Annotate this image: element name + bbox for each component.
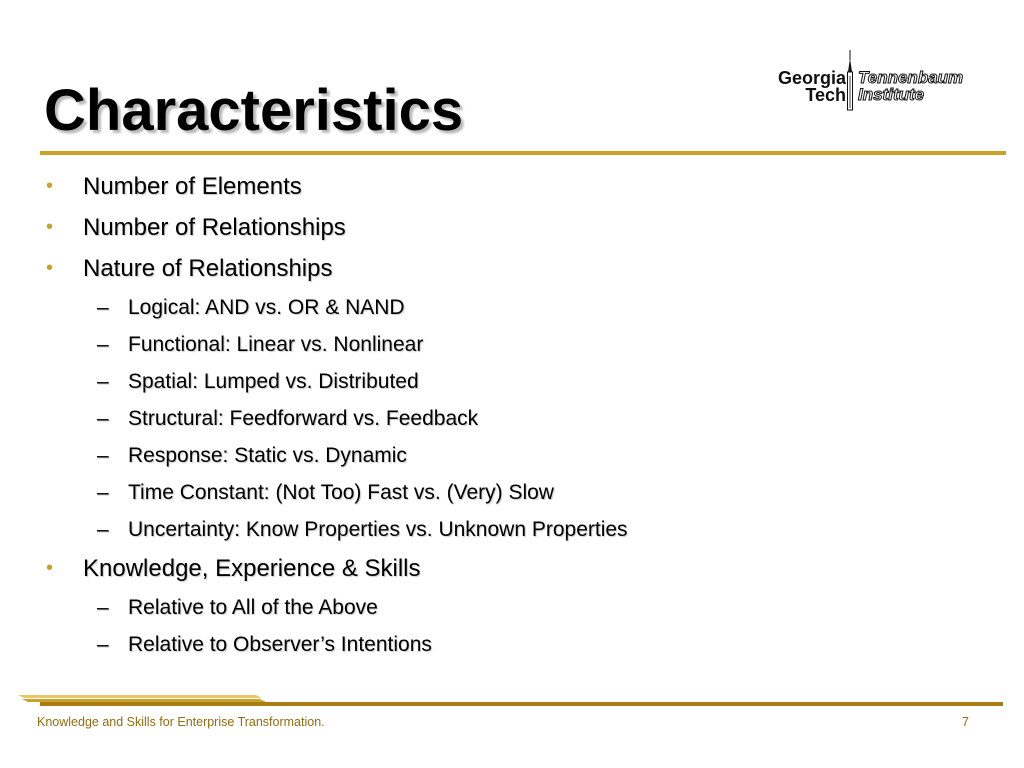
- dash-icon: –: [97, 596, 109, 619]
- bullet-item: [0, 548, 1024, 589]
- sub-bullet-item: [0, 363, 1024, 400]
- footer-text: Knowledge and Skills for Enterprise Transformation.: [37, 715, 325, 729]
- page-number: 7: [962, 715, 969, 729]
- bullet-text: Number of Relationships: [83, 214, 346, 241]
- bullet-text: Nature of Relationships: [83, 255, 333, 282]
- bullet-text: Uncertainty: Know Properties vs. Unknown Properties: [128, 518, 628, 541]
- bullet-item: [0, 207, 1024, 248]
- dash-icon: –: [97, 333, 109, 356]
- georgia-tech-tennenbaum-institute-logo: [756, 50, 988, 112]
- sub-bullet-item: [0, 511, 1024, 548]
- sub-bullet-item: [0, 437, 1024, 474]
- logo-tech-text: Tech: [805, 85, 846, 105]
- bullet-list: [0, 166, 1024, 663]
- bullet-text: Functional: Linear vs. Nonlinear: [128, 333, 424, 356]
- bullet-icon: •: [46, 257, 54, 279]
- slide-title: Characteristics: [44, 78, 464, 143]
- bullet-text: Response: Static vs. Dynamic: [128, 444, 407, 467]
- bullet-text: Logical: AND vs. OR & NAND: [128, 296, 405, 319]
- logo-institute-text: Institute: [858, 85, 925, 104]
- bullet-text: Spatial: Lumped vs. Distributed: [128, 370, 419, 393]
- dash-icon: –: [97, 481, 109, 504]
- footer-divider: [18, 689, 1003, 709]
- sub-bullet-item: [0, 626, 1024, 663]
- dash-icon: –: [97, 296, 109, 319]
- dash-icon: –: [97, 407, 109, 430]
- bullet-text: Time Constant: (Not Too) Fast vs. (Very) Slow: [128, 481, 554, 504]
- sub-bullet-item: [0, 326, 1024, 363]
- title-divider: [40, 151, 1006, 155]
- bullet-icon: •: [46, 216, 54, 238]
- dash-icon: –: [97, 518, 109, 541]
- logo-tennenbaum-text: Tennenbaum: [858, 68, 964, 87]
- dash-icon: –: [97, 444, 109, 467]
- sub-bullet-item: [0, 400, 1024, 437]
- bullet-text: Relative to All of the Above: [128, 596, 378, 619]
- bullet-icon: •: [46, 557, 54, 579]
- bullet-text: Knowledge, Experience & Skills: [83, 555, 421, 582]
- logo-georgia-text: Georgia: [777, 68, 846, 88]
- sub-bullet-item: [0, 474, 1024, 511]
- bullet-text: Relative to Observer’s Intentions: [128, 633, 432, 656]
- bullet-text: Number of Elements: [83, 173, 302, 200]
- bullet-item: [0, 166, 1024, 207]
- sub-bullet-item: [0, 589, 1024, 626]
- dash-icon: –: [97, 633, 109, 656]
- bullet-item: [0, 248, 1024, 289]
- bullet-icon: •: [46, 175, 54, 197]
- tech-tower-spire-icon: [844, 50, 856, 112]
- sub-bullet-item: [0, 289, 1024, 326]
- dash-icon: –: [97, 370, 109, 393]
- bullet-text: Structural: Feedforward vs. Feedback: [128, 407, 479, 430]
